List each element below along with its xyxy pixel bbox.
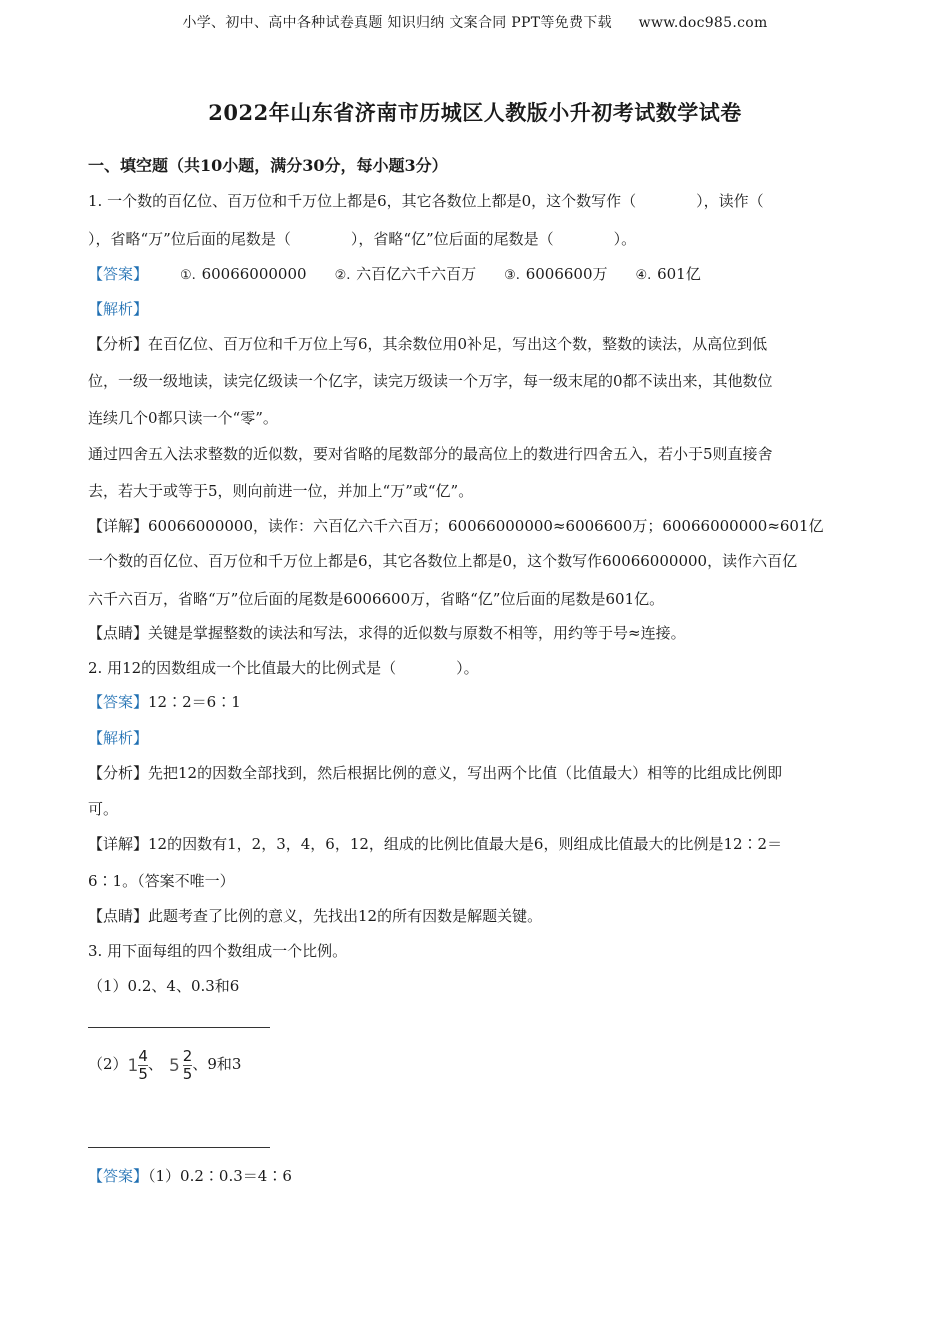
q1-detail-2: 一个数的百亿位、百万位和千万位上都是6，其它各数位上都是0，这个数写作60066000000，读作六百亿: [88, 552, 798, 570]
q1-analysis-2: 位，一级一级地读，读完亿级读一个亿字，读完万级读一个万字，每一级末尾的0都不读出来，其他数位: [88, 372, 773, 390]
jiexi-tag: 【解析】: [88, 729, 149, 747]
header-text: 小学、初中、高中各种试卷真题 知识归纳 文案合同 PPT等免费下载: [182, 15, 612, 31]
answer-tag: 【答案】: [88, 693, 149, 711]
q1-analysis-4: 通过四舍五入法求整数的近似数，要对省略的尾数部分的最高位上的数进行四舍五入，若小于5则直接舍: [88, 445, 773, 463]
q2-line-1: 2. 用12的因数组成一个比值最大的比例式是（ ）。: [88, 659, 479, 677]
answer-item: ①. 60066000000: [180, 265, 307, 283]
q3-line-1: 3. 用下面每组的四个数组成一个比例。: [88, 942, 348, 960]
mixed-fraction: 5 $\frac{2}{5}$: [168, 1047, 193, 1083]
q3-sub-2: （2）1 $\frac{4}{5}$ 、 5 $\frac{2}{5}$ 、9和3: [88, 1044, 868, 1086]
answer-item: ②. 六百亿六千六百万: [334, 265, 477, 283]
answer-item: ④. 601亿: [635, 265, 701, 283]
analysis-tag: 【分析】: [88, 764, 149, 782]
answer-blank-line: [88, 1147, 270, 1148]
answer-tag: 【答案】: [88, 265, 149, 283]
q3-answer: 【答案】（1）0.2∶0.3＝4∶6: [88, 1167, 292, 1185]
answer-tag: 【答案】: [88, 1167, 149, 1185]
q1-analysis-5: 去，若大于或等于5，则向前进一位，并加上“万”或“亿”。: [88, 482, 474, 500]
answer-blank-line: [88, 1027, 270, 1028]
jiexi-tag: 【解析】: [88, 300, 149, 318]
q2-point: 【点睛】此题考查了比例的意义，先找出12的所有因数是解题关键。: [88, 907, 543, 925]
point-tag: 【点睛】: [88, 624, 149, 642]
q1-detail-1: 【详解】60066000000，读作：六百亿六千六百万；60066000000≈6006600万；60066000000≈601亿: [88, 517, 824, 535]
q2-detail-2: 6∶1。（答案不唯一）: [88, 872, 235, 890]
q1-analysis-1: 【分析】在百亿位、百万位和千万位上写6，其余数位用0补足，写出这个数，整数的读法，从高位到低: [88, 335, 768, 353]
answer-item: ③. 6006600万: [504, 265, 608, 283]
q1-line-1: 1. 一个数的百亿位、百万位和千万位上都是6，其它各数位上都是0，这个数写作（ ），读作（: [88, 192, 764, 210]
q2-analysis-2: 可。: [88, 800, 119, 818]
q1-analysis-3: 连续几个0都只读一个“零”。: [88, 409, 278, 427]
q2-analysis-1: 【分析】先把12的因数全部找到，然后根据比例的意义，写出两个比值（比值最大）相等的比组成比例即: [88, 764, 783, 782]
mixed-fraction: 1 $\frac{4}{5}$: [127, 1047, 148, 1083]
q3-sub-1: （1）0.2、4、0.3和6: [88, 977, 240, 995]
section-heading: 一、填空题（共10小题，满分30分，每小题3分）: [88, 156, 448, 175]
q1-point: 【点睛】关键是掌握整数的读法和写法，求得的近似数与原数不相等，用约等于号≈连接。: [88, 624, 686, 642]
q2-answer: 【答案】12∶2＝6∶1: [88, 693, 241, 711]
q1-detail-3: 六千六百万，省略“万”位后面的尾数是6006600万，省略“亿”位后面的尾数是601亿。: [88, 590, 665, 608]
page-header: [0, 12, 950, 32]
exam-title: 2022年山东省济南市历城区人教版小升初考试数学试卷: [208, 100, 742, 125]
header-site-link[interactable]: www.doc985.com: [638, 15, 768, 31]
q2-detail-1: 【详解】12的因数有1，2，3，4，6，12，组成的比例比值最大是6，则组成比值最大的比例是12∶2＝: [88, 835, 783, 853]
q1-line-2: ），省略“万”位后面的尾数是（ ），省略“亿”位后面的尾数是（ ）。: [88, 230, 637, 248]
detail-tag: 【详解】: [88, 835, 149, 853]
detail-tag: 【详解】: [88, 517, 149, 535]
analysis-tag: 【分析】: [88, 335, 149, 353]
q1-answer: [88, 263, 868, 287]
point-tag: 【点睛】: [88, 907, 149, 925]
